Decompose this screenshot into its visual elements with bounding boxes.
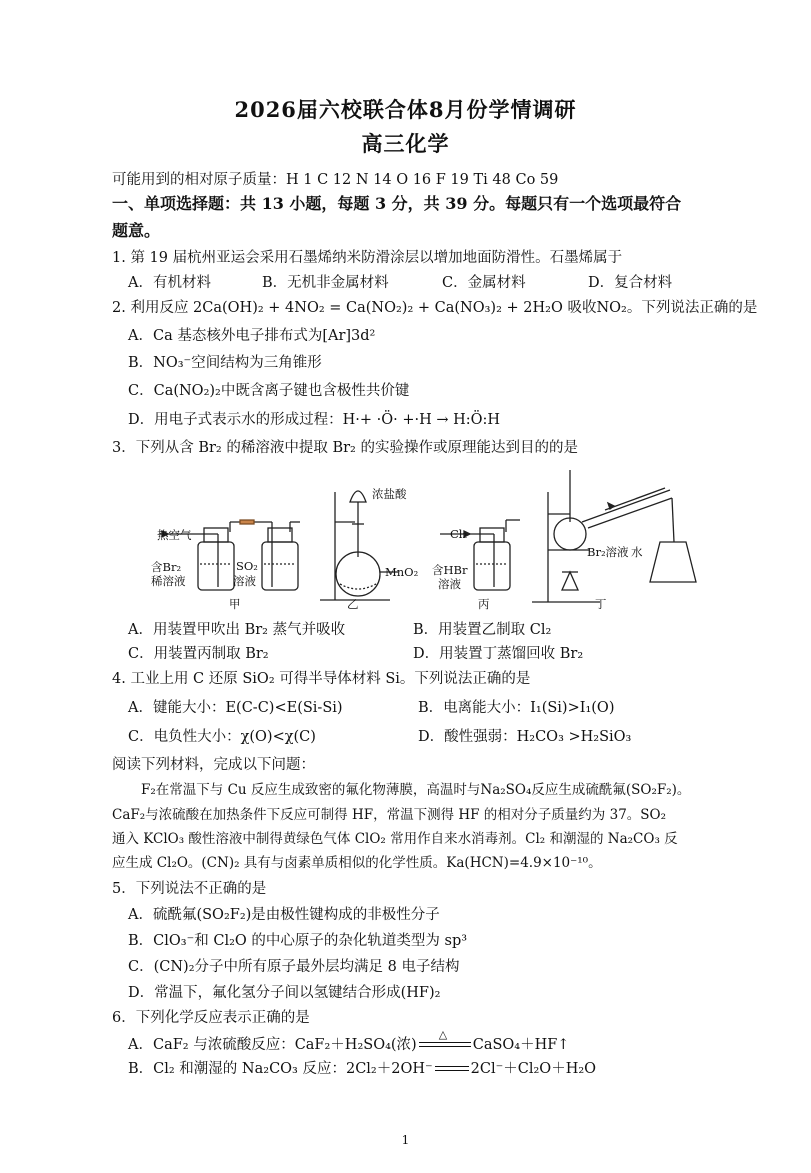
q6-b-reactants: B．Cl₂ 和潮湿的 Na₂CO₃ 反应：2Cl₂＋2OH⁻ <box>128 1061 433 1077</box>
reading-line-2: CaF₂与浓硫酸在加热条件下反应可制得 HF，常温下测得 HF 的相对分子质量约为 37。SO₂ <box>112 807 667 823</box>
page-number: 1 <box>401 1133 410 1147</box>
label-conc-hcl: 浓盐酸 <box>372 487 407 501</box>
q5-option-b: B．ClO₃⁻和 Cl₂O 的中心原子的杂化轨道类型为 sp³ <box>128 933 468 949</box>
apparatus-ding <box>532 470 696 602</box>
label-water: 水 <box>631 545 643 559</box>
label-so2: SO₂ <box>236 559 258 573</box>
q6-option-a <box>128 1028 570 1054</box>
reading-intro: 阅读下列材料，完成以下问题： <box>112 757 315 773</box>
label-so2-sol: 溶液 <box>233 574 256 588</box>
q4-option-d: D．酸性强弱：H₂CO₃ >H₂SiO₃ <box>418 729 632 745</box>
reading-line-4: 应生成 Cl₂O。(CN)₂ 具有与卤素单质相似的化学性质。Ka(HCN)=4.9×10⁻¹⁰。 <box>112 855 602 871</box>
q4-option-a: A．键能大小：E(C-C)<E(Si-Si) <box>128 700 343 716</box>
label-hbr-sol: 溶液 <box>438 577 461 591</box>
q1-stem: 1. 第 19 届杭州亚运会采用石墨烯纳米防滑涂层以增加地面防滑性。石墨烯属于 <box>112 250 623 266</box>
q5-option-c: C．(CN)₂分子中所有原子最外层均满足 8 电子结构 <box>128 959 460 975</box>
apparatus-figure <box>140 462 700 612</box>
q6-b-products: 2Cl⁻＋Cl₂O＋H₂O <box>470 1061 597 1077</box>
q6-a-products: CaSO₄＋HF↑ <box>472 1037 570 1053</box>
q2-option-c: C．Ca(NO₂)₂中既含离子键也含极性共价键 <box>128 383 410 399</box>
q3-stem: 3．下列从含 Br₂ 的稀溶液中提取 Br₂ 的实验操作或原理能达到目的的是 <box>112 440 578 456</box>
q1-option-b: B．无机非金属材料 <box>262 275 389 291</box>
exam-subtitle: 高三化学 <box>361 131 450 156</box>
q4-option-c: C．电负性大小：χ(O)<χ(C) <box>128 729 316 745</box>
label-yi: 乙 <box>347 597 359 611</box>
q2-option-b: B．NO₃⁻空间结构为三角锥形 <box>128 355 322 371</box>
apparatus-yi <box>320 491 398 600</box>
q5-option-d: D．常温下，氟化氢分子间以氢键结合形成(HF)₂ <box>128 985 441 1001</box>
reading-line-1: F₂在常温下与 Cu 反应生成致密的氟化物薄膜，高温时与Na₂SO₄反应生成硫酰氟(SO₂F₂)。 <box>141 782 691 798</box>
q4-option-b: B．电离能大小：I₁(Si)>I₁(O) <box>418 700 615 716</box>
q6-option-b <box>128 1060 596 1078</box>
heat-symbol: △ <box>438 1028 448 1041</box>
q4-stem: 4. 工业上用 C 还原 SiO₂ 可得半导体材料 Si。下列说法正确的是 <box>112 671 531 687</box>
q1-option-a: A．有机材料 <box>128 275 211 291</box>
label-hbr: 含HBr <box>432 563 468 577</box>
reading-line-3: 通入 KClO₃ 酸性溶液中制得黄绿色气体 ClO₂ 常用作自来水消毒剂。Cl₂ 和潮湿的 Na₂CO₃ 反 <box>112 831 678 847</box>
label-br2: 含Br₂ <box>151 560 182 574</box>
exam-title: 2026届六校联合体8月份学情调研 <box>234 97 577 122</box>
label-br2-sol: Br₂溶液 <box>587 545 629 559</box>
q3-option-a: A．用装置甲吹出 Br₂ 蒸气并吸收 <box>128 622 346 638</box>
label-jia: 甲 <box>229 597 241 611</box>
q2-stem: 2. 利用反应 2Ca(OH)₂ + 4NO₂ = Ca(NO₂)₂ + Ca(NO₃)₂ + 2H₂O 吸收NO₂。下列说法正确的是 <box>112 300 758 316</box>
q5-stem: 5．下列说法不正确的是 <box>112 881 267 897</box>
q1-option-c: C．金属材料 <box>442 275 526 291</box>
label-ding: 丁 <box>595 597 607 611</box>
q3-option-c: C．用装置丙制取 Br₂ <box>128 646 269 662</box>
q5-option-a: A．硫酰氟(SO₂F₂)是由极性键构成的非极性分子 <box>128 907 440 923</box>
q3-option-d: D．用装置丁蒸馏回收 Br₂ <box>413 646 584 662</box>
q3-option-b: B．用装置乙制取 Cl₂ <box>413 622 552 638</box>
heat-equals-sign <box>419 1028 471 1052</box>
label-dilute-sol: 稀溶液 <box>151 574 186 588</box>
label-cl2: Cl₂ <box>450 527 468 541</box>
q6-a-reactants: A．CaF₂ 与浓硫酸反应：CaF₂＋H₂SO₄(浓) <box>128 1037 417 1053</box>
q2-option-a: A．Ca 基态核外电子排布式为[Ar]3d² <box>128 328 376 344</box>
section-heading: 一、单项选择题：共 13 小题，每题 3 分，共 39 分。每题只有一个选项最符合 <box>112 194 682 213</box>
q6-stem: 6．下列化学反应表示正确的是 <box>112 1010 310 1026</box>
atomic-masses: 可能用到的相对原子质量：H 1 C 12 N 14 O 16 F 19 Ti 48 Co 59 <box>112 172 559 188</box>
section-heading-cont: 题意。 <box>112 221 161 240</box>
equals-sign <box>435 1062 469 1076</box>
q2-option-d: D．用电子式表示水的形成过程：H·+ ·Ö· +·H → H:Ö:H <box>128 412 501 428</box>
label-mno2: MnO₂ <box>385 565 419 579</box>
label-hot-air: 热空气 <box>157 528 192 542</box>
q1-option-d: D．复合材料 <box>588 275 673 291</box>
label-bing: 丙 <box>478 597 490 611</box>
